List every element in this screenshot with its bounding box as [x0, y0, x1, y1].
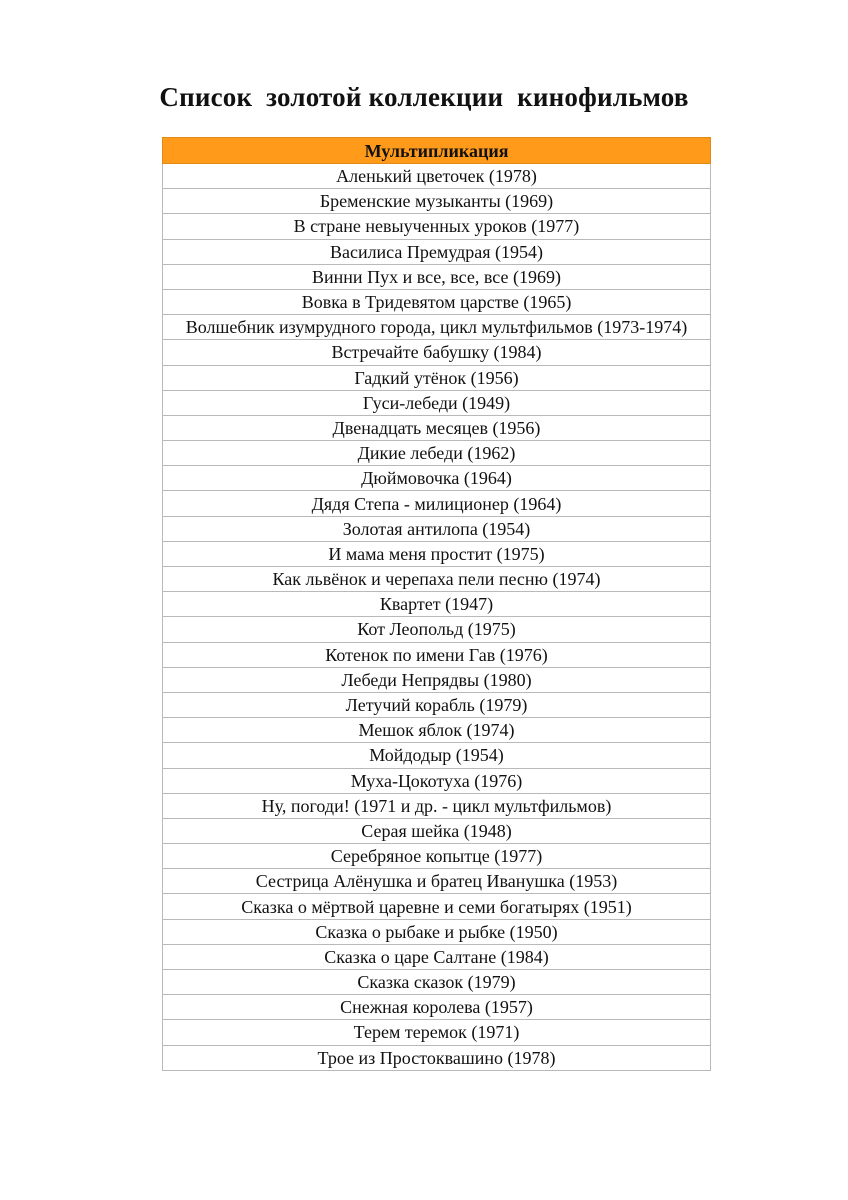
film-title-cell: Дядя Степа - милиционер (1964) — [163, 491, 711, 516]
table-row — [163, 441, 711, 466]
film-title-cell: Летучий корабль (1979) — [163, 692, 711, 717]
table-row — [163, 768, 711, 793]
film-title-cell: Дюймовочка (1964) — [163, 466, 711, 491]
film-title-cell: Гадкий утёнок (1956) — [163, 365, 711, 390]
table-row — [163, 189, 711, 214]
table-row — [163, 567, 711, 592]
film-title-cell: Двенадцать месяцев (1956) — [163, 415, 711, 440]
table-row — [163, 894, 711, 919]
film-title-cell: Василиса Премудрая (1954) — [163, 239, 711, 264]
category-header: Мультипликация — [163, 138, 711, 164]
table-row — [163, 995, 711, 1020]
film-title-cell: Сказка о мёртвой царевне и семи богатырях (1951) — [163, 894, 711, 919]
table-row — [163, 1045, 711, 1070]
film-title-cell: Бременские музыканты (1969) — [163, 189, 711, 214]
table-row — [163, 844, 711, 869]
table-header-row — [163, 138, 711, 164]
table-row — [163, 491, 711, 516]
table-row — [163, 239, 711, 264]
film-title-cell: Серебряное копытце (1977) — [163, 844, 711, 869]
film-title-cell: Муха-Цокотуха (1976) — [163, 768, 711, 793]
film-table — [162, 137, 711, 1071]
film-title-cell: Золотая антилопа (1954) — [163, 516, 711, 541]
table-row — [163, 718, 711, 743]
film-title-cell: Серая шейка (1948) — [163, 818, 711, 843]
table-row — [163, 617, 711, 642]
film-title-cell: Кот Леопольд (1975) — [163, 617, 711, 642]
table-row — [163, 919, 711, 944]
film-title-cell: Лебеди Непрядвы (1980) — [163, 667, 711, 692]
table-row — [163, 642, 711, 667]
film-title-cell: Сказка о рыбаке и рыбке (1950) — [163, 919, 711, 944]
table-row — [163, 692, 711, 717]
film-list — [163, 164, 711, 1071]
table-row — [163, 869, 711, 894]
table-row — [163, 818, 711, 843]
table-row — [163, 541, 711, 566]
table-row — [163, 743, 711, 768]
film-title-cell: Гуси-лебеди (1949) — [163, 390, 711, 415]
film-title-cell: Квартет (1947) — [163, 592, 711, 617]
film-title-cell: Котенок по имени Гав (1976) — [163, 642, 711, 667]
table-row — [163, 415, 711, 440]
film-title-cell: Дикие лебеди (1962) — [163, 441, 711, 466]
table-row — [163, 667, 711, 692]
table-row — [163, 516, 711, 541]
film-title-cell: Терем теремок (1971) — [163, 1020, 711, 1045]
film-title-cell: Винни Пух и все, все, все (1969) — [163, 264, 711, 289]
film-title-cell: Сказка о царе Салтане (1984) — [163, 944, 711, 969]
table-row — [163, 466, 711, 491]
table-row — [163, 289, 711, 314]
film-title-cell: Как львёнок и черепаха пели песню (1974) — [163, 567, 711, 592]
film-title-cell: Вовка в Тридевятом царстве (1965) — [163, 289, 711, 314]
film-title-cell: И мама меня простит (1975) — [163, 541, 711, 566]
table-row — [163, 1020, 711, 1045]
table-row — [163, 365, 711, 390]
table-row — [163, 970, 711, 995]
table-row — [163, 214, 711, 239]
table-row — [163, 164, 711, 189]
film-title-cell: В стране невыученных уроков (1977) — [163, 214, 711, 239]
table-row — [163, 390, 711, 415]
table-row — [163, 944, 711, 969]
film-title-cell: Волшебник изумрудного города, цикл мультфильмов (1973-1974) — [163, 315, 711, 340]
film-title-cell: Аленький цветочек (1978) — [163, 164, 711, 189]
film-title-cell: Трое из Простоквашино (1978) — [163, 1045, 711, 1070]
table-row — [163, 315, 711, 340]
table-row — [163, 264, 711, 289]
table-row — [163, 793, 711, 818]
table-row — [163, 592, 711, 617]
film-title-cell: Снежная королева (1957) — [163, 995, 711, 1020]
film-title-cell: Сестрица Алёнушка и братец Иванушка (1953) — [163, 869, 711, 894]
film-title-cell: Мойдодыр (1954) — [163, 743, 711, 768]
page-title: Список золотой коллекции кинофильмов — [159, 82, 689, 112]
film-title-cell: Встречайте бабушку (1984) — [163, 340, 711, 365]
film-title-cell: Сказка сказок (1979) — [163, 970, 711, 995]
table-row — [163, 340, 711, 365]
film-title-cell: Мешок яблок (1974) — [163, 718, 711, 743]
film-title-cell: Ну, погоди! (1971 и др. - цикл мультфильмов) — [163, 793, 711, 818]
